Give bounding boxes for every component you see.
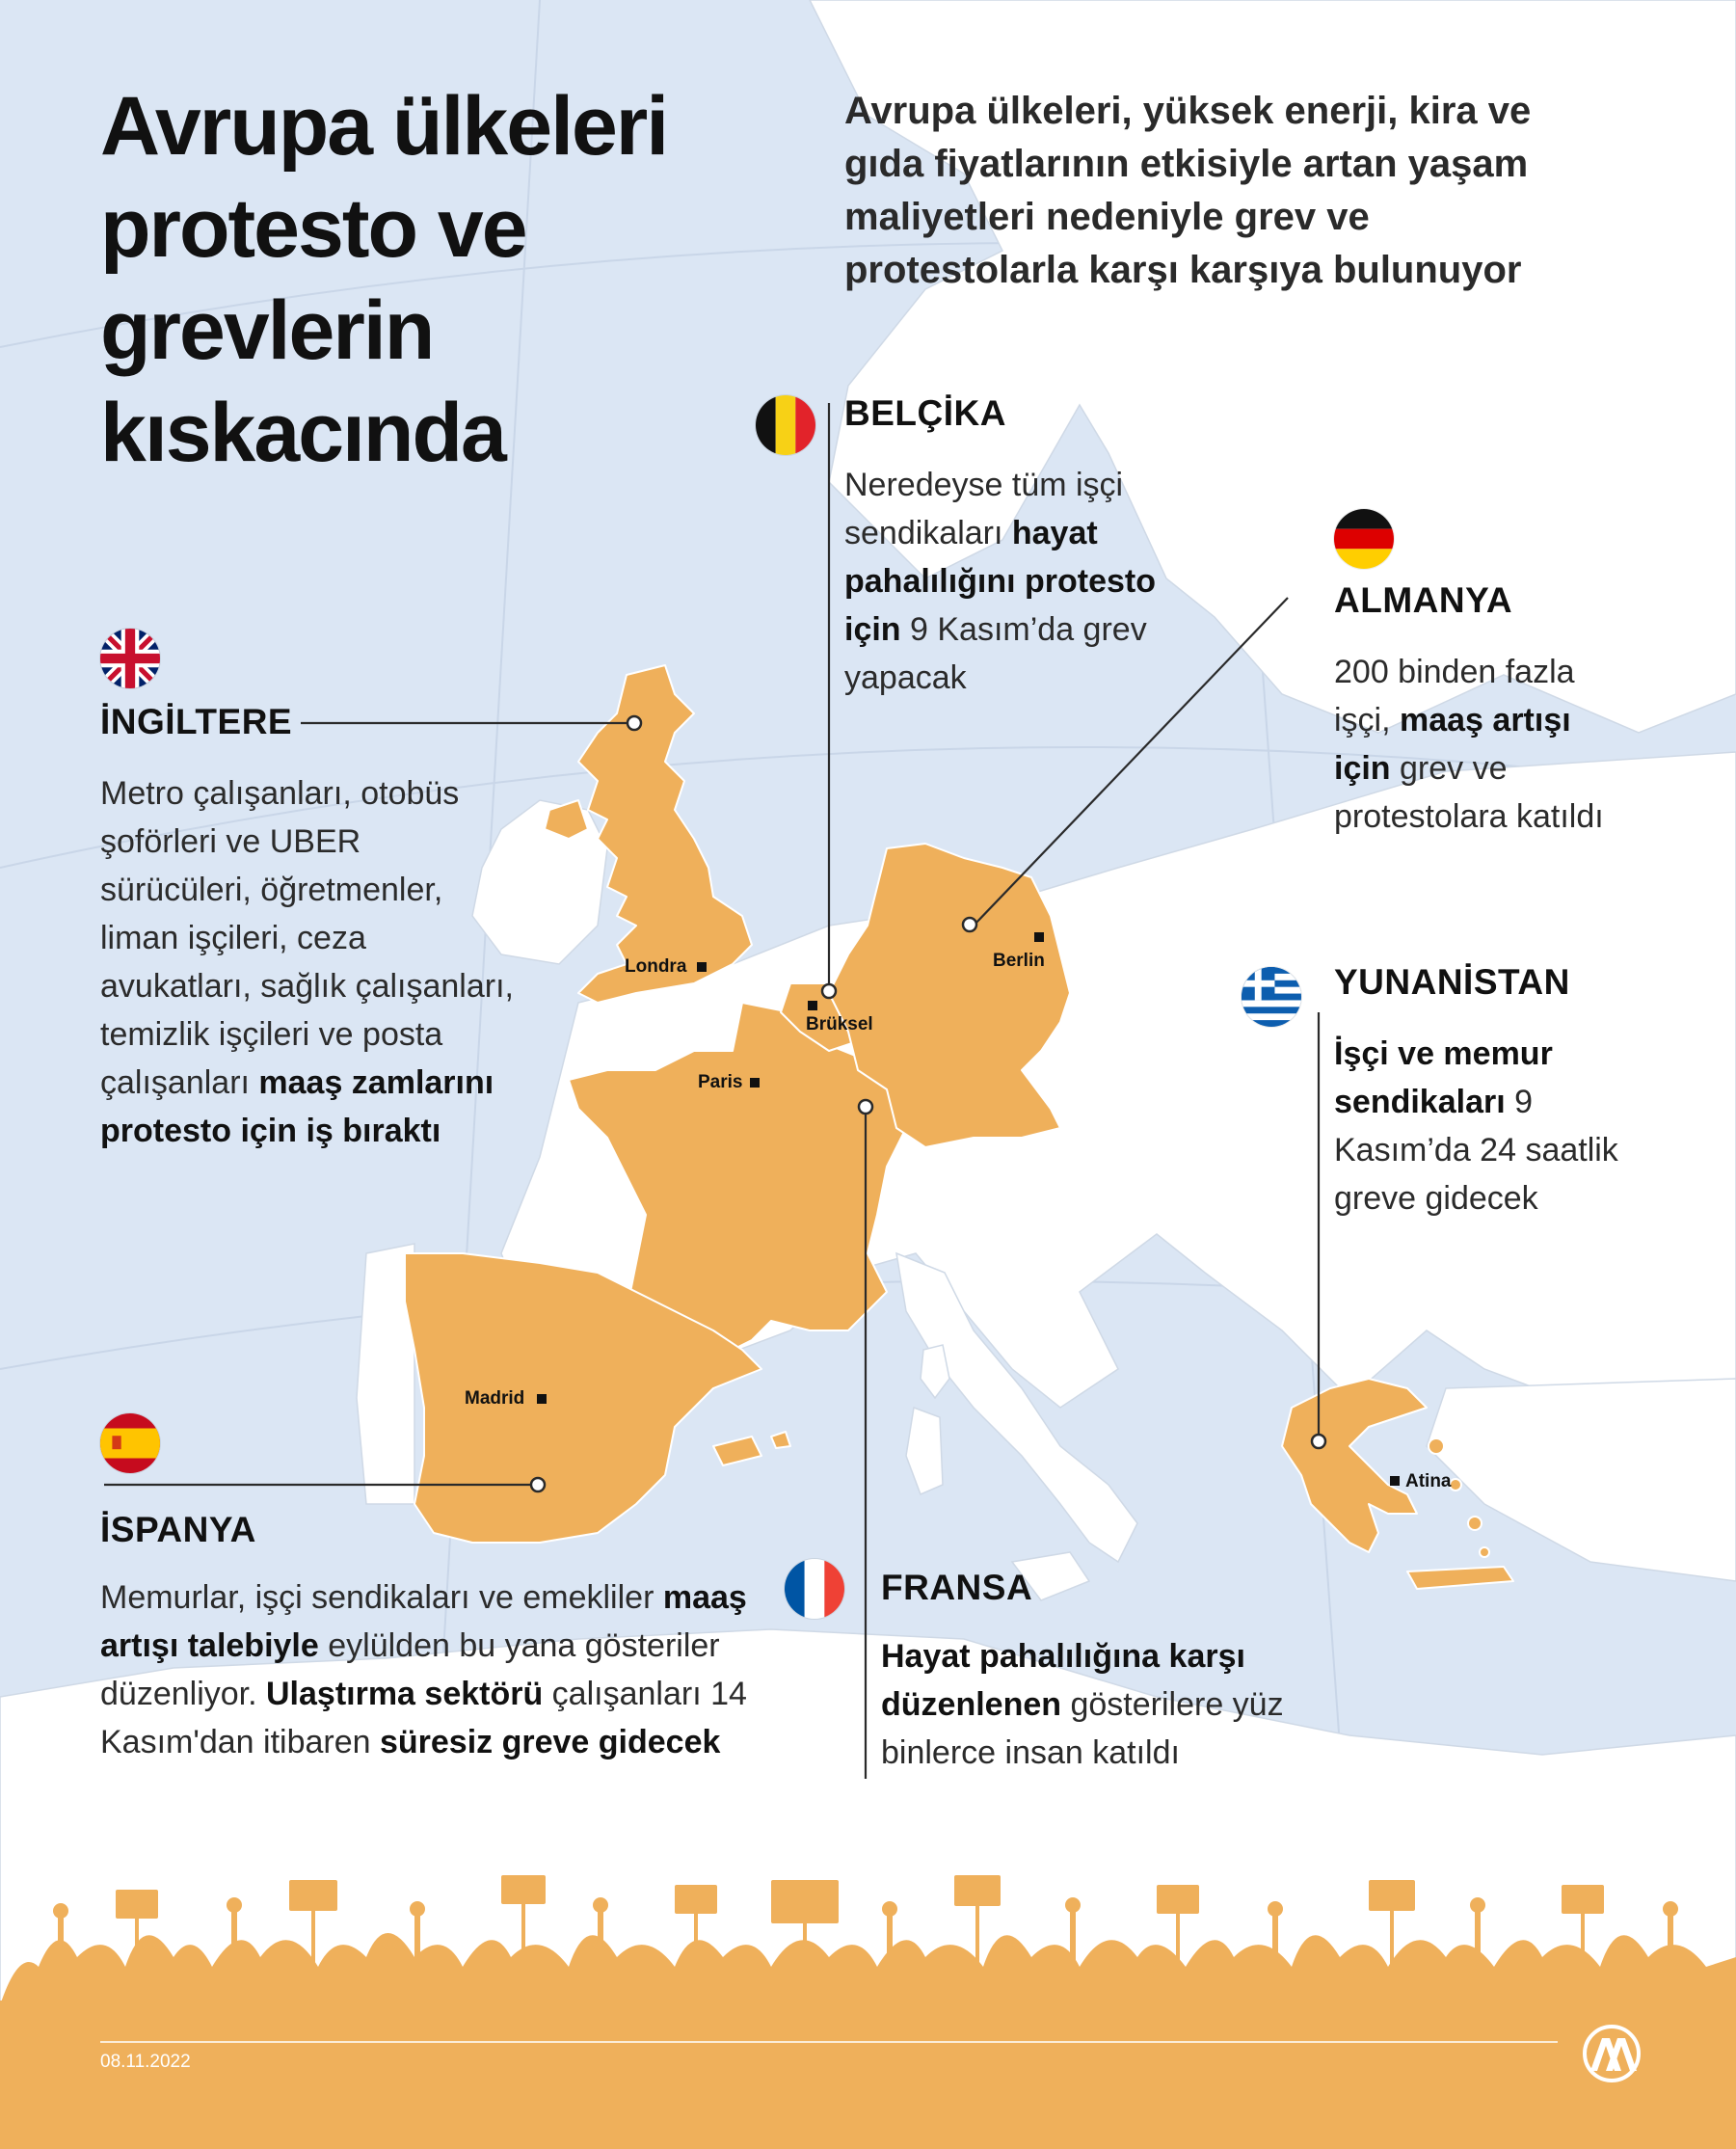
- desc-bold: Ulaştırma sektörü: [266, 1676, 544, 1712]
- country-name-uk: İNGİLTERE: [100, 702, 293, 741]
- country-name-greece: YUNANİSTAN: [1334, 962, 1570, 1002]
- country-desc-uk: [100, 769, 515, 1155]
- uk-flag-icon: [100, 629, 160, 688]
- desc-bold: Hayat pahalılığına karşı düzenlenen: [881, 1638, 1245, 1723]
- desc-text: gösterilere yüz binlerce insan katıldı: [881, 1686, 1284, 1771]
- page-title: Avrupa ülkeleri protesto ve grevlerin kıskacında: [100, 80, 668, 479]
- greece-flag-icon: [1242, 967, 1301, 1027]
- desc-bold: süresiz greve gidecek: [379, 1724, 721, 1760]
- desc-bold: hayat pahalılığını protesto için: [844, 515, 1157, 648]
- desc-text: 200 binden fazla işçi,: [1334, 654, 1575, 739]
- desc-text: 9 Kasım’da grev yapacak: [844, 611, 1147, 696]
- desc-text: Metro çalışanları, otobüs şoförleri ve UBER sürücüleri, öğretmenler, liman işçileri, ceza avukatları, sağlık çalışanları, temizlik işçileri ve posta çalışanları: [100, 775, 514, 1101]
- desc-text: çalışanları 14 Kasım'dan itibaren: [100, 1676, 747, 1760]
- desc-text: grev ve protestolara katıldı: [1334, 750, 1604, 835]
- aa-logo-icon: [1581, 2025, 1643, 2082]
- desc-text: 9 Kasım’da 24 saatlik greve gidecek: [1334, 1084, 1618, 1217]
- desc-bold: maaş artışı için: [1334, 702, 1571, 787]
- desc-text: Memurlar, işçi sendikaları ve emekliler: [100, 1579, 663, 1616]
- intro-text: Avrupa ülkeleri, yüksek enerji, kira ve gıda fiyatlarının etkisiyle artan yaşam maliyetleri nedeniyle grev ve protestolarla karşı karşıya bulunuyor: [844, 90, 1532, 291]
- desc-bold: maaş artışı talebiyle: [100, 1579, 747, 1664]
- country-name-france: FRANSA: [881, 1568, 1033, 1607]
- city-label-paris: Paris: [698, 1072, 743, 1092]
- country-name-germany: ALMANYA: [1334, 580, 1513, 620]
- germany-flag-icon: [1334, 509, 1394, 569]
- france-flag-icon: [785, 1559, 844, 1619]
- country-desc-spain: [100, 1573, 775, 1766]
- spain-flag-icon: [100, 1413, 160, 1473]
- uk-shape: [578, 665, 752, 1003]
- city-label-london: Londra: [625, 956, 687, 977]
- publish-date: 08.11.2022: [100, 2052, 191, 2072]
- country-name-belgium: BELÇİKA: [844, 393, 1006, 433]
- country-desc-belgium: [844, 461, 1220, 702]
- country-desc-germany: [1334, 648, 1623, 841]
- greece-shape: [1282, 1379, 1427, 1552]
- country-desc-greece: [1334, 1030, 1623, 1222]
- city-label-berlin: Berlin: [993, 951, 1045, 971]
- desc-text: Neredeyse tüm işçi sendikaları: [844, 467, 1124, 551]
- country-desc-france: [881, 1632, 1363, 1777]
- city-label-madrid: Madrid: [465, 1388, 525, 1409]
- desc-text: eylülden bu yana gösteriler düzenliyor.: [100, 1627, 720, 1712]
- city-label-brussels: Brüksel: [806, 1014, 873, 1034]
- desc-bold: maaş zamlarını protesto için iş bıraktı: [100, 1064, 494, 1149]
- country-name-spain: İSPANYA: [100, 1510, 256, 1549]
- desc-bold: İşçi ve memur sendikaları: [1334, 1035, 1553, 1120]
- city-label-athens: Atina: [1405, 1471, 1452, 1491]
